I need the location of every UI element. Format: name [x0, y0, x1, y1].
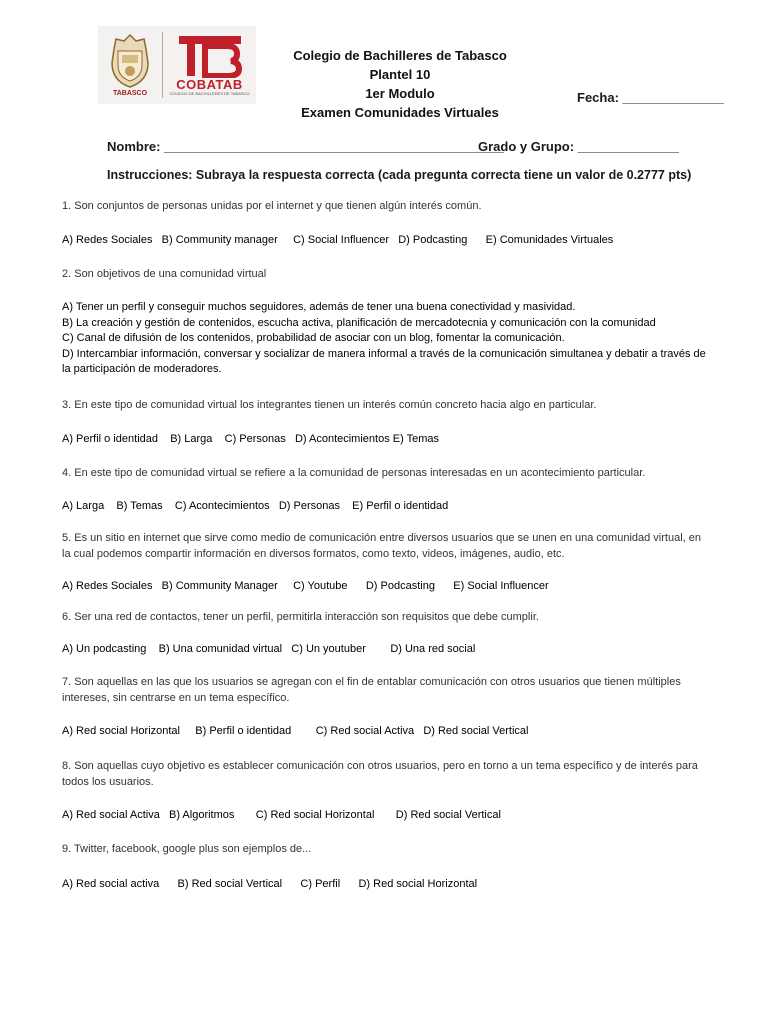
- seal-label: TABASCO: [112, 90, 148, 97]
- question-4: 4. En este tipo de comunidad virtual se refiere a la comunidad de personas interesadas en un acontecimiento particular.: [62, 467, 646, 479]
- cobatab-name: COBATAB: [176, 77, 243, 92]
- question-8-options: A) Red social Activa B) Algoritmos C) Red social Horizontal D) Red social Vertical: [62, 809, 501, 821]
- fecha-field: Fecha: ______________: [577, 90, 724, 105]
- exam-title: Examen Comunidades Virtuales: [301, 105, 499, 120]
- exam-header: [270, 46, 530, 122]
- question-1-options: A) Redes Sociales B) Community manager C) Social Influencer D) Podcasting E) Comunidades Virtuales: [62, 234, 614, 246]
- question-5-options: A) Redes Sociales B) Community Manager C) Youtube D) Podcasting E) Social Influencer: [62, 580, 549, 592]
- question-6-options: A) Un podcasting B) Una comunidad virtual C) Un youtuber D) Una red social: [62, 643, 476, 655]
- question-7: 7. Son aquellas en las que los usuarios se agregan con el fin de entablar comunicación con otros usuarios que tienen múltiples intereses, sin centrarse en un tema específico.: [62, 676, 681, 704]
- question-4-options: A) Larga B) Temas C) Acontecimientos D) Personas E) Perfil o identidad: [62, 500, 449, 512]
- instructions: Instrucciones: Subraya la respuesta correcta (cada pregunta correcta tiene un valor de 0.2777 pts): [107, 168, 692, 182]
- modulo: 1er Modulo: [365, 86, 435, 101]
- logos-banner: [98, 26, 256, 104]
- question-1: 1. Son conjuntos de personas unidas por el internet y que tienen algún interés común.: [62, 200, 482, 212]
- question-2: 2. Son objetivos de una comunidad virtual: [62, 268, 267, 280]
- cobatab-logo: [163, 34, 256, 96]
- tabasco-seal: [98, 26, 162, 104]
- question-7-options: A) Red social Horizontal B) Perfil o identidad C) Red social Activa D) Red social Vertical: [62, 725, 529, 737]
- question-3: 3. En este tipo de comunidad virtual los integrantes tienen un interés común concreto hacia algo en particular.: [62, 399, 597, 411]
- question-2-option-a: A) Tener un perfil y conseguir muchos seguidores, además de tener una buena conectividad y masividad.: [62, 301, 576, 313]
- grado-grupo-field: Grado y Grupo: ______________: [478, 139, 679, 154]
- question-2-option-b: B) La creación y gestión de contenidos, escucha activa, planificación de mercadotecnia y comunicación con la comunidad: [62, 316, 656, 329]
- plantel: Plantel 10: [369, 67, 431, 82]
- question-3-options: A) Perfil o identidad B) Larga C) Personas D) Acontecimientos E) Temas: [62, 433, 440, 445]
- question-2-option-d: D) Intercambiar información, conversar y socializar de manera informal a través de la comunicación simultanea y debatir a través de la participación de moderadores.: [62, 347, 706, 375]
- cobatab-subtitle: COLEGIO DE BACHILLERES DE TABASCO: [169, 91, 250, 96]
- tabasco-coat-of-arms-icon: [108, 33, 152, 89]
- question-2-option-c: C) Canal de difusión de los contenidos, probabilidad de asociar con un blog, fomentar la comunicación.: [62, 332, 565, 344]
- question-5: 5. Es un sitio en internet que sirve como medio de comunicación entre diversos usuarios que se unen en una comunidad virtual, en la cual podemos compartir información en diversos formatos, como texto, videos, imágenes, audio, etc.: [62, 532, 701, 560]
- question-9: 9. Twitter, facebook, google plus son ejemplos de...: [62, 843, 312, 855]
- question-2-options: [62, 300, 712, 378]
- question-6: 6. Ser una red de contactos, tener un perfil, permitirla interacción son requisitos que debe cumplir.: [62, 611, 539, 623]
- school-name: Colegio de Bachilleres de Tabasco: [293, 48, 507, 63]
- nombre-field: Nombre: _______________________________________________: [107, 139, 504, 154]
- question-8: 8. Son aquellas cuyo objetivo es establecer comunicación con otros usuarios, pero en torno a un tema específico y de interés para todos los usuarios.: [62, 760, 698, 788]
- cobatab-emblem-icon: [177, 34, 243, 78]
- question-9-options: A) Red social activa B) Red social Vertical C) Perfil D) Red social Horizontal: [62, 878, 478, 890]
